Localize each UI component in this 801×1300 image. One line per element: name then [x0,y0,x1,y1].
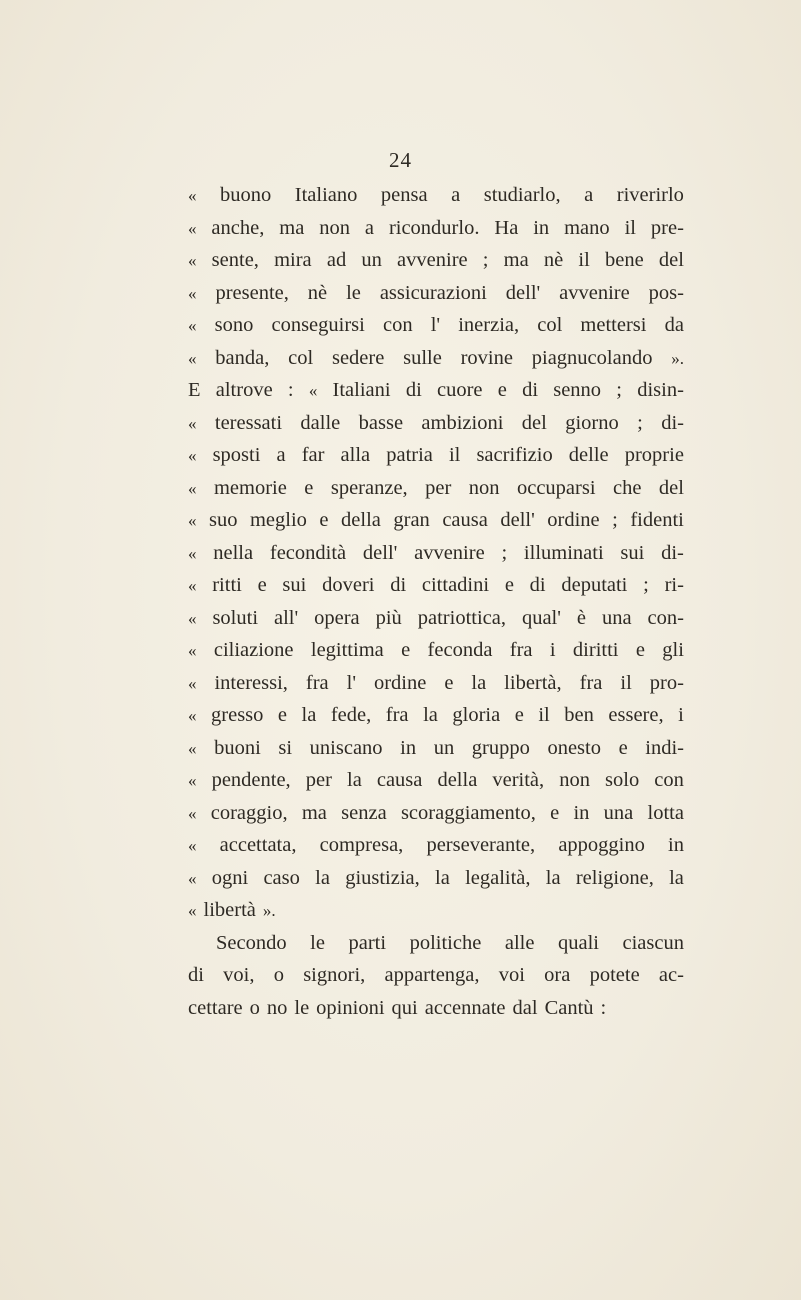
text-line: Secondo le parti politiche alle quali ciascun [216,931,684,954]
text-line: « coraggio, ma senza scoraggiamento, e in una lotta [188,801,684,824]
text-line: « ogni caso la giustizia, la legalità, la religione, la [188,866,684,889]
text-line: « interessi, fra l' ordine e la libertà, fra il pro- [188,671,684,694]
text-line: « sposti a far alla patria il sacrifizio delle proprie [188,444,684,466]
text-line: « ritti e sui doveri di cittadini e di deputati ; ri- [188,574,684,596]
text-line: cettare o no le opinioni qui accennate dal Cantù : [188,996,607,1019]
body-text [188,184,684,1029]
page-number: 24 [389,148,412,172]
text-line: « ciliazione legittima e feconda fra i diritti e gli [188,639,684,661]
text-line: « libertà ». [188,899,276,921]
text-line: « buoni si uniscano in un gruppo onesto e indi- [188,736,684,759]
text-line: « anche, ma non a ricondurlo. Ha in mano il pre- [188,216,684,239]
text-line: « accettata, compresa, perseverante, appoggino in [188,834,684,856]
text-line: di voi, o signori, appartenga, voi ora potete ac- [188,964,684,986]
text-line: « banda, col sedere sulle rovine piagnucolando ». [188,346,684,369]
text-line: « memorie e speranze, per non occuparsi che del [188,476,684,499]
text-line: « sono conseguirsi con l' inerzia, col mettersi da [188,314,684,336]
text-line: « nella fecondità dell' avvenire ; illuminati sui di- [188,541,684,564]
text-line: « gresso e la fede, fra la gloria e il ben essere, i [188,704,684,726]
text-line: E altrove : « Italiani di cuore e di senno ; disin- [188,379,684,401]
text-line: « presente, nè le assicurazioni dell' avvenire pos- [188,281,684,304]
text-line: « sente, mira ad un avvenire ; ma nè il bene del [188,249,684,271]
text-line: « pendente, per la causa della verità, non solo con [188,769,684,791]
text-line: « suo meglio e della gran causa dell' ordine ; fidenti [188,509,684,531]
text-line: « buono Italiano pensa a studiarlo, a riverirlo [188,184,684,206]
text-line: « teressati dalle basse ambizioni del giorno ; di- [188,411,684,434]
text-line: « soluti all' opera più patriottica, qual' è una con- [188,606,684,629]
